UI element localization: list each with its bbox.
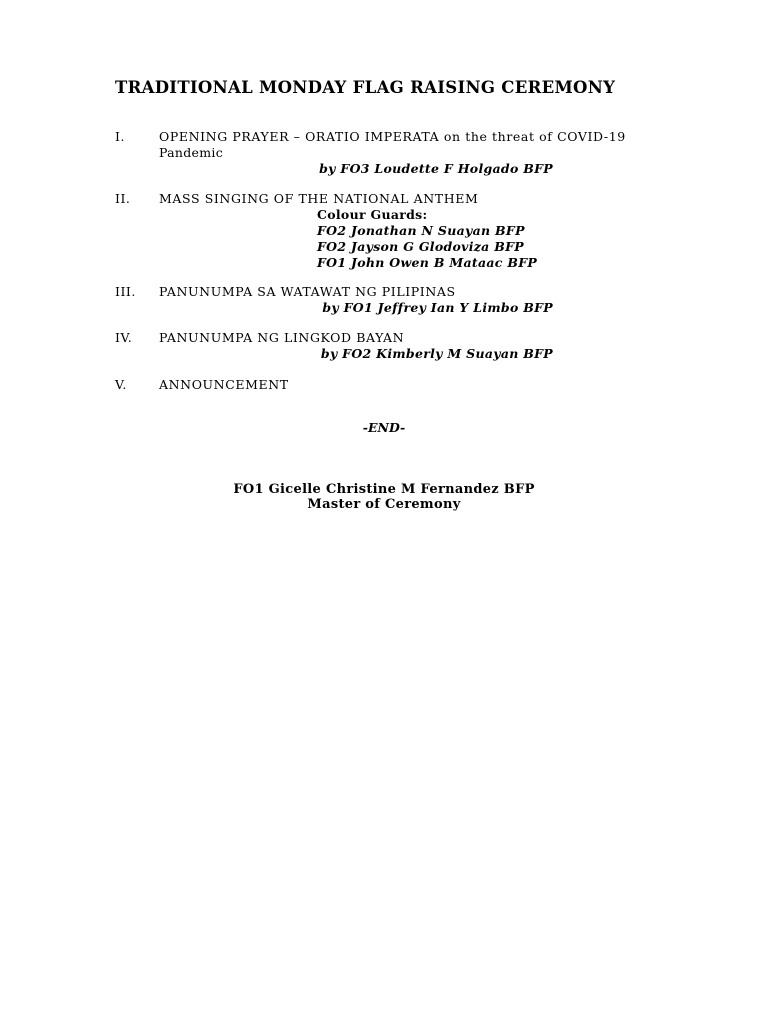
item-title: MASS SINGING OF THE NATIONAL ANTHEM (159, 191, 479, 206)
item-title: ANNOUNCEMENT (159, 377, 289, 392)
item-byline: by FO3 Loudette F Holgado BFP (319, 161, 553, 176)
signatory-role: Master of Ceremony (307, 497, 461, 512)
colour-guards-label: Colour Guards: (317, 207, 428, 222)
item-byline: by FO1 Jeffrey Ian Y Limbo BFP (322, 300, 553, 315)
item-title: PANUNUMPA NG LINGKOD BAYAN (159, 330, 405, 345)
end-marker: -END- (362, 420, 406, 435)
colour-guard-name: FO2 Jonathan N Suayan BFP (317, 223, 525, 238)
colour-guard-name: FO2 Jayson G Glodoviza BFP (317, 239, 524, 254)
item-numeral: I. (115, 129, 125, 144)
item-title-continuation: Pandemic (159, 145, 224, 160)
item-numeral: II. (115, 191, 131, 206)
colour-guard-name: FO1 John Owen B Mataac BFP (317, 255, 538, 270)
item-title: OPENING PRAYER – ORATIO IMPERATA on the threat of COVID-19 (159, 129, 626, 144)
item-numeral: III. (115, 284, 136, 299)
item-numeral: V. (115, 377, 127, 392)
item-byline: by FO2 Kimberly M Suayan BFP (320, 346, 553, 361)
item-title: PANUNUMPA SA WATAWAT NG PILIPINAS (159, 284, 456, 299)
signatory-name: FO1 Gicelle Christine M Fernandez BFP (233, 482, 535, 497)
item-numeral: IV. (115, 330, 133, 345)
document-title: TRADITIONAL MONDAY FLAG RAISING CEREMONY (115, 78, 616, 97)
